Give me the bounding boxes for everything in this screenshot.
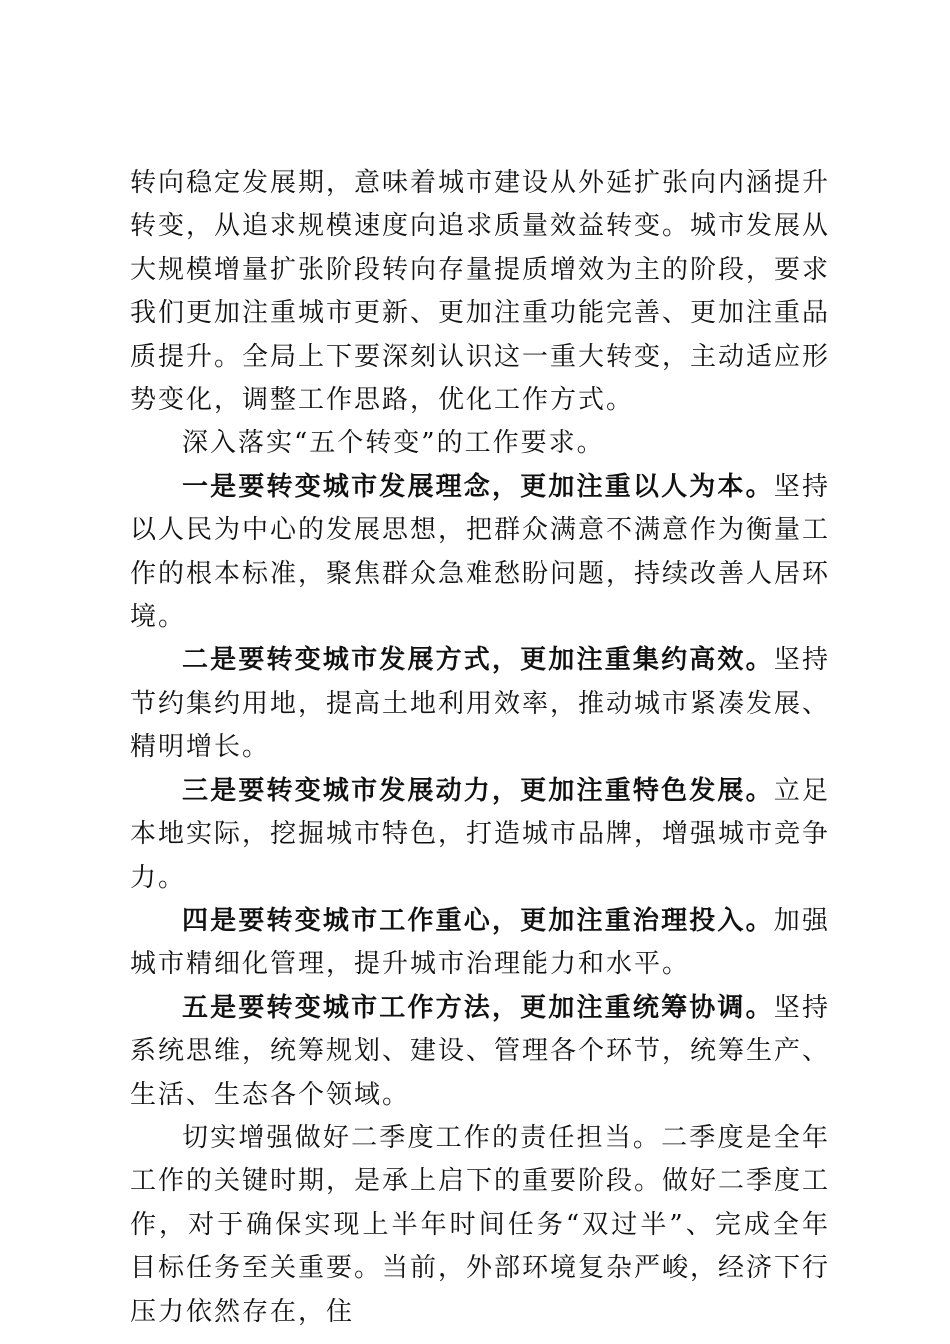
paragraph-6 bbox=[130, 900, 830, 987]
paragraph-8 bbox=[130, 1117, 830, 1334]
paragraph-2-body: 深入落实“五个转变”的工作要求。 bbox=[182, 428, 605, 459]
paragraph-5-body: 立足本地实际，挖掘城市特色，打造城市品牌，增强城市竞争力。 bbox=[130, 775, 831, 893]
document-page bbox=[130, 162, 830, 1334]
paragraph-8-body: 切实增强做好二季度工作的责任担当。二季度是全年工作的关键时期，是承上启下的重要阶段。做好二季度工作，对于确保实现上半年时间任务“双过半”、完成全年目标任务至关重要。当前，外部环境复杂严峻，经济下行压力依然存在，住 bbox=[130, 1122, 831, 1327]
paragraph-3 bbox=[130, 466, 830, 640]
paragraph-6-body: 加强城市精细化管理，提升城市治理能力和水平。 bbox=[130, 905, 830, 980]
paragraph-1 bbox=[130, 162, 830, 422]
paragraph-7-body: 坚持系统思维，统筹规划、建设、管理各个环节，统筹生产、生活、生态各个领域。 bbox=[130, 992, 831, 1110]
paragraph-5-lead: 三是要转变城市发展动力，更加注重特色发展。 bbox=[182, 775, 774, 806]
paragraph-7 bbox=[130, 987, 830, 1117]
paragraph-3-body: 坚持以人民为中心的发展思想，把群众满意不满意作为衡量工作的根本标准，聚焦群众急难愁盼问题，持续改善人居环境。 bbox=[130, 471, 831, 633]
paragraph-3-lead: 一是要转变城市发展理念，更加注重以人为本。 bbox=[182, 471, 774, 502]
paragraph-7-lead: 五是要转变城市工作方法，更加注重统筹协调。 bbox=[182, 992, 774, 1023]
paragraph-4 bbox=[130, 639, 830, 769]
paragraph-4-lead: 二是要转变城市发展方式，更加注重集约高效。 bbox=[182, 645, 774, 676]
paragraph-1-body: 转向稳定发展期，意味着城市建设从外延扩张向内涵提升转变，从追求规模速度向追求质量效益转变。城市发展从大规模增量扩张阶段转向存量提质增效为主的阶段，要求我们更加注重城市更新、更加注重功能完善、更加注重品质提升。全局上下要深刻认识这一重大转变，主动适应形势变化，调整工作思路，优化工作方式。 bbox=[130, 168, 831, 416]
paragraph-5 bbox=[130, 770, 830, 900]
paragraph-6-lead: 四是要转变城市工作重心，更加注重治理投入。 bbox=[182, 905, 774, 936]
paragraph-4-body: 坚持节约集约用地，提高土地利用效率，推动城市紧凑发展、精明增长。 bbox=[130, 645, 831, 763]
paragraph-2 bbox=[130, 422, 830, 465]
